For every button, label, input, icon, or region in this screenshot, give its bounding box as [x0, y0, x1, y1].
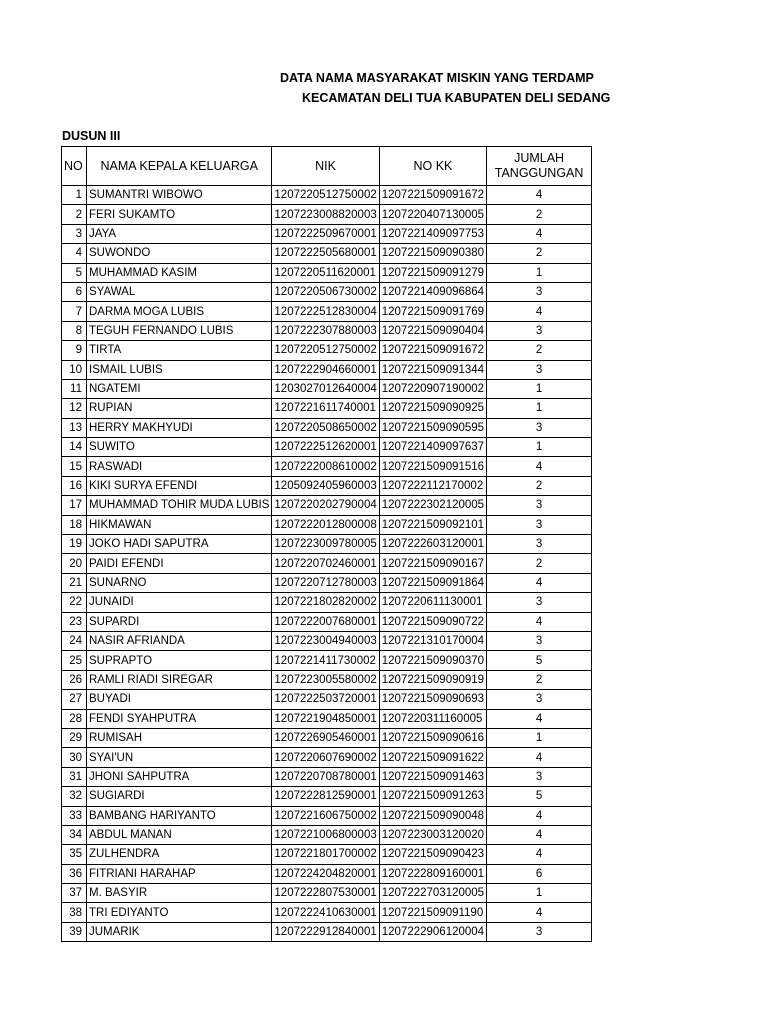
cell-kk: 1207221509090380	[379, 244, 486, 263]
cell-nik: 1207223005580002	[272, 670, 379, 689]
table-row	[62, 806, 592, 825]
cell-no: 4	[62, 244, 87, 263]
cell-jumlah: 1	[487, 399, 592, 418]
cell-nik: 1207220202790004	[272, 496, 379, 515]
cell-jumlah: 4	[487, 825, 592, 844]
cell-jumlah: 3	[487, 767, 592, 786]
table-row	[62, 186, 592, 205]
cell-no: 10	[62, 360, 87, 379]
cell-kk: 1207221509092101	[379, 515, 486, 534]
cell-nik: 1207221611740001	[272, 399, 379, 418]
cell-no: 35	[62, 845, 87, 864]
cell-no: 39	[62, 922, 87, 941]
cell-nik: 1207220607690002	[272, 748, 379, 767]
cell-jumlah: 1	[487, 438, 592, 457]
cell-jumlah: 3	[487, 321, 592, 340]
cell-jumlah: 4	[487, 845, 592, 864]
cell-kk: 1207221409096864	[379, 282, 486, 301]
cell-nik: 1207222007680001	[272, 612, 379, 631]
cell-name: HERRY MAKHYUDI	[87, 418, 272, 437]
cell-jumlah: 1	[487, 263, 592, 282]
cell-name: JOKO HADI SAPUTRA	[87, 535, 272, 554]
cell-kk: 1207220407130005	[379, 205, 486, 224]
cell-nik: 1207221411730002	[272, 651, 379, 670]
cell-jumlah: 4	[487, 903, 592, 922]
cell-kk: 1207221509090722	[379, 612, 486, 631]
cell-name: TIRTA	[87, 341, 272, 360]
cell-jumlah: 3	[487, 690, 592, 709]
cell-name: M. BASYIR	[87, 884, 272, 903]
cell-nik: 1207222912840001	[272, 922, 379, 941]
cell-name: ZULHENDRA	[87, 845, 272, 864]
cell-no: 31	[62, 767, 87, 786]
cell-no: 8	[62, 321, 87, 340]
cell-nik: 1207222812590001	[272, 787, 379, 806]
cell-kk: 1207221509091279	[379, 263, 486, 282]
cell-nik: 1207222307880003	[272, 321, 379, 340]
cell-name: RUPIAN	[87, 399, 272, 418]
cell-jumlah: 2	[487, 205, 592, 224]
cell-nik: 1207222807530001	[272, 884, 379, 903]
cell-name: FITRIANI HARAHAP	[87, 864, 272, 883]
cell-kk: 1207221509091864	[379, 573, 486, 592]
cell-no: 25	[62, 651, 87, 670]
cell-no: 1	[62, 186, 87, 205]
table-row	[62, 631, 592, 650]
cell-jumlah: 3	[487, 922, 592, 941]
cell-no: 17	[62, 496, 87, 515]
cell-jumlah: 3	[487, 418, 592, 437]
cell-nik: 1207222512830004	[272, 302, 379, 321]
cell-kk: 1207221509090048	[379, 806, 486, 825]
cell-name: NASIR AFRIANDA	[87, 631, 272, 650]
table-row	[62, 864, 592, 883]
cell-kk: 1207222112170002	[379, 476, 486, 495]
header-name: NAMA KEPALA KELUARGA	[87, 147, 272, 186]
cell-name: SUWITO	[87, 438, 272, 457]
cell-name: ABDUL MANAN	[87, 825, 272, 844]
cell-no: 22	[62, 593, 87, 612]
cell-no: 12	[62, 399, 87, 418]
cell-kk: 1207221509090404	[379, 321, 486, 340]
cell-jumlah: 5	[487, 787, 592, 806]
cell-jumlah: 4	[487, 709, 592, 728]
header-no: NO	[62, 147, 87, 186]
cell-name: TEGUH FERNANDO LUBIS	[87, 321, 272, 340]
header-kk: NO KK	[379, 147, 486, 186]
cell-jumlah: 4	[487, 806, 592, 825]
cell-name: NGATEMI	[87, 379, 272, 398]
cell-nik: 1207222503720001	[272, 690, 379, 709]
cell-jumlah: 4	[487, 457, 592, 476]
cell-kk: 1207221509091769	[379, 302, 486, 321]
cell-no: 23	[62, 612, 87, 631]
cell-jumlah: 2	[487, 476, 592, 495]
table-row	[62, 341, 592, 360]
cell-nik: 1207222512620001	[272, 438, 379, 457]
cell-jumlah: 1	[487, 728, 592, 747]
table-row	[62, 496, 592, 515]
table-row	[62, 535, 592, 554]
cell-jumlah: 1	[487, 379, 592, 398]
cell-name: SUPARDI	[87, 612, 272, 631]
table-row	[62, 360, 592, 379]
cell-jumlah: 2	[487, 554, 592, 573]
cell-jumlah: 5	[487, 651, 592, 670]
cell-name: SUMANTRI WIBOWO	[87, 186, 272, 205]
table-row	[62, 205, 592, 224]
cell-no: 33	[62, 806, 87, 825]
cell-no: 3	[62, 224, 87, 243]
cell-kk: 1207220907190002	[379, 379, 486, 398]
table-row	[62, 224, 592, 243]
cell-name: JUNAIDI	[87, 593, 272, 612]
cell-kk: 1207221509091516	[379, 457, 486, 476]
table-row	[62, 418, 592, 437]
table-row	[62, 767, 592, 786]
table-row	[62, 244, 592, 263]
cell-no: 14	[62, 438, 87, 457]
cell-no: 24	[62, 631, 87, 650]
cell-nik: 1203027012640004	[272, 379, 379, 398]
cell-nik: 1207221606750002	[272, 806, 379, 825]
cell-name: SUPRAPTO	[87, 651, 272, 670]
cell-no: 2	[62, 205, 87, 224]
cell-kk: 1207221509090919	[379, 670, 486, 689]
cell-kk: 1207221509091463	[379, 767, 486, 786]
cell-name: BAMBANG HARIYANTO	[87, 806, 272, 825]
section-label: DUSUN III	[62, 129, 121, 143]
table-row	[62, 709, 592, 728]
cell-name: FENDI SYAHPUTRA	[87, 709, 272, 728]
cell-kk: 1207221509091344	[379, 360, 486, 379]
cell-nik: 1207221801700002	[272, 845, 379, 864]
cell-no: 37	[62, 884, 87, 903]
cell-jumlah: 4	[487, 573, 592, 592]
cell-kk: 1207221509091190	[379, 903, 486, 922]
cell-kk: 1207221509090370	[379, 651, 486, 670]
table-row	[62, 515, 592, 534]
cell-kk: 1207220611130001	[379, 593, 486, 612]
table-row	[62, 845, 592, 864]
cell-nik: 1207220512750002	[272, 186, 379, 205]
table-row	[62, 884, 592, 903]
cell-name: SUWONDO	[87, 244, 272, 263]
cell-nik: 1207222410630001	[272, 903, 379, 922]
cell-nik: 1207223009780005	[272, 535, 379, 554]
table-row	[62, 670, 592, 689]
table-row	[62, 263, 592, 282]
cell-kk: 1207221509091622	[379, 748, 486, 767]
cell-nik: 1207222505680001	[272, 244, 379, 263]
cell-no: 18	[62, 515, 87, 534]
cell-nik: 1207222012800008	[272, 515, 379, 534]
table-row	[62, 651, 592, 670]
table-row	[62, 438, 592, 457]
cell-name: SUNARNO	[87, 573, 272, 592]
cell-jumlah: 4	[487, 302, 592, 321]
table-row	[62, 612, 592, 631]
cell-name: ISMAIL LUBIS	[87, 360, 272, 379]
cell-nik: 1207221802820002	[272, 593, 379, 612]
cell-kk: 1207221509091263	[379, 787, 486, 806]
table-row	[62, 573, 592, 592]
cell-kk: 1207222703120005	[379, 884, 486, 903]
table-row	[62, 554, 592, 573]
cell-jumlah: 3	[487, 535, 592, 554]
cell-name: SYAWAL	[87, 282, 272, 301]
cell-jumlah: 2	[487, 341, 592, 360]
header-nik: NIK	[272, 147, 379, 186]
cell-nik: 1207220511620001	[272, 263, 379, 282]
cell-kk: 1207221509091672	[379, 186, 486, 205]
cell-jumlah: 3	[487, 282, 592, 301]
document-title-line-1: DATA NAMA MASYARAKAT MISKIN YANG TERDAMP	[280, 71, 594, 85]
cell-jumlah: 4	[487, 748, 592, 767]
cell-kk: 1207220311160005	[379, 709, 486, 728]
cell-jumlah: 3	[487, 515, 592, 534]
table-body	[62, 186, 592, 942]
table-row	[62, 457, 592, 476]
cell-name: SUGIARDI	[87, 787, 272, 806]
cell-no: 34	[62, 825, 87, 844]
cell-jumlah: 2	[487, 244, 592, 263]
cell-kk: 1207221509091672	[379, 341, 486, 360]
cell-kk: 1207223003120020	[379, 825, 486, 844]
cell-kk: 1207222809160001	[379, 864, 486, 883]
cell-name: DARMA MOGA LUBIS	[87, 302, 272, 321]
cell-no: 27	[62, 690, 87, 709]
cell-kk: 1207221509090693	[379, 690, 486, 709]
table-row	[62, 787, 592, 806]
cell-nik: 1207223004940003	[272, 631, 379, 650]
cell-no: 36	[62, 864, 87, 883]
cell-no: 9	[62, 341, 87, 360]
table-row	[62, 593, 592, 612]
header-jumlah: JUMLAH TANGGUNGAN	[487, 147, 592, 186]
cell-nik: 1207220506730002	[272, 282, 379, 301]
table-header-row	[62, 147, 592, 186]
cell-name: FERI SUKAMTO	[87, 205, 272, 224]
cell-no: 11	[62, 379, 87, 398]
cell-no: 19	[62, 535, 87, 554]
cell-kk: 1207222603120001	[379, 535, 486, 554]
cell-jumlah: 2	[487, 670, 592, 689]
cell-kk: 1207222906120004	[379, 922, 486, 941]
cell-jumlah: 3	[487, 360, 592, 379]
table-row	[62, 922, 592, 941]
cell-nik: 1205092405960003	[272, 476, 379, 495]
cell-jumlah: 1	[487, 884, 592, 903]
cell-name: RASWADI	[87, 457, 272, 476]
table-row	[62, 399, 592, 418]
cell-no: 5	[62, 263, 87, 282]
cell-kk: 1207221310170004	[379, 631, 486, 650]
cell-name: JUMARIK	[87, 922, 272, 941]
cell-jumlah: 4	[487, 186, 592, 205]
cell-no: 20	[62, 554, 87, 573]
table-row	[62, 282, 592, 301]
cell-no: 30	[62, 748, 87, 767]
cell-name: RUMISAH	[87, 728, 272, 747]
cell-name: MUHAMMAD TOHIR MUDA LUBIS	[87, 496, 272, 515]
cell-kk: 1207221509090167	[379, 554, 486, 573]
cell-name: HIKMAWAN	[87, 515, 272, 534]
cell-nik: 1207221904850001	[272, 709, 379, 728]
cell-no: 15	[62, 457, 87, 476]
cell-jumlah: 4	[487, 612, 592, 631]
cell-nik: 1207222904660001	[272, 360, 379, 379]
cell-no: 7	[62, 302, 87, 321]
cell-kk: 1207221509090595	[379, 418, 486, 437]
cell-nik: 1207224204820001	[272, 864, 379, 883]
cell-kk: 1207221509090925	[379, 399, 486, 418]
cell-jumlah: 6	[487, 864, 592, 883]
table-row	[62, 748, 592, 767]
cell-jumlah: 3	[487, 593, 592, 612]
cell-no: 32	[62, 787, 87, 806]
table-row	[62, 728, 592, 747]
cell-name: PAIDI EFENDI	[87, 554, 272, 573]
cell-no: 28	[62, 709, 87, 728]
cell-kk: 1207221509090423	[379, 845, 486, 864]
cell-name: TRI EDIYANTO	[87, 903, 272, 922]
table-row	[62, 690, 592, 709]
cell-nik: 1207220712780003	[272, 573, 379, 592]
cell-name: RAMLI RIADI SIREGAR	[87, 670, 272, 689]
cell-nik: 1207220512750002	[272, 341, 379, 360]
cell-nik: 1207220702460001	[272, 554, 379, 573]
table-row	[62, 321, 592, 340]
table-row	[62, 302, 592, 321]
cell-no: 21	[62, 573, 87, 592]
data-table	[61, 146, 592, 942]
cell-kk: 1207221509090616	[379, 728, 486, 747]
cell-name: BUYADI	[87, 690, 272, 709]
cell-nik: 1207223008820003	[272, 205, 379, 224]
cell-jumlah: 3	[487, 496, 592, 515]
cell-nik: 1207226905460001	[272, 728, 379, 747]
cell-name: SYAI'UN	[87, 748, 272, 767]
cell-kk: 1207221409097753	[379, 224, 486, 243]
cell-no: 38	[62, 903, 87, 922]
cell-kk: 1207221409097637	[379, 438, 486, 457]
cell-jumlah: 3	[487, 631, 592, 650]
cell-kk: 1207222302120005	[379, 496, 486, 515]
cell-no: 6	[62, 282, 87, 301]
cell-no: 16	[62, 476, 87, 495]
cell-no: 29	[62, 728, 87, 747]
cell-nik: 1207222008610002	[272, 457, 379, 476]
table-row	[62, 476, 592, 495]
table-row	[62, 379, 592, 398]
cell-name: JHONI SAHPUTRA	[87, 767, 272, 786]
cell-name: KIKI SURYA EFENDI	[87, 476, 272, 495]
cell-nik: 1207220508650002	[272, 418, 379, 437]
cell-jumlah: 4	[487, 224, 592, 243]
cell-name: MUHAMMAD KASIM	[87, 263, 272, 282]
table-row	[62, 825, 592, 844]
cell-nik: 1207222509670001	[272, 224, 379, 243]
cell-name: JAYA	[87, 224, 272, 243]
cell-nik: 1207220708780001	[272, 767, 379, 786]
table-row	[62, 903, 592, 922]
cell-nik: 1207221006800003	[272, 825, 379, 844]
cell-no: 26	[62, 670, 87, 689]
document-title-line-2: KECAMATAN DELI TUA KABUPATEN DELI SEDANG	[302, 91, 611, 105]
cell-no: 13	[62, 418, 87, 437]
